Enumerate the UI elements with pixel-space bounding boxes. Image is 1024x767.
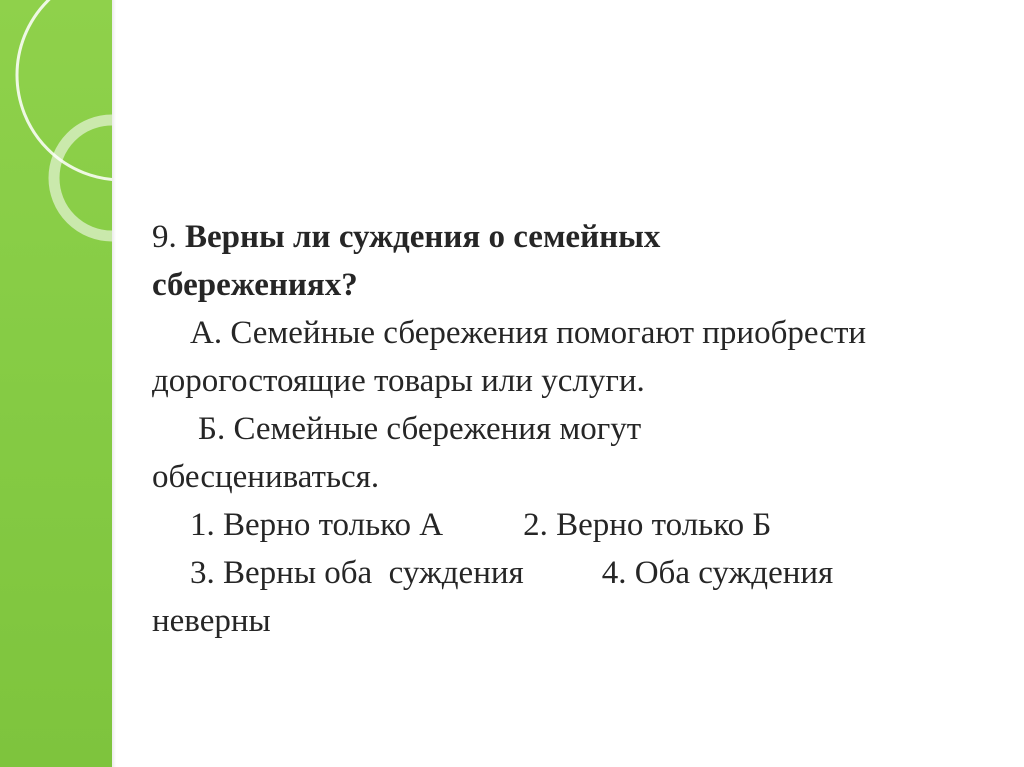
statement-b-line-1: Б. Семейные сбережения могут (198, 411, 642, 447)
question-title-line-1 (152, 213, 1014, 261)
decorative-side-band (0, 0, 112, 767)
statement-a-line-2: дорогостоящие товары или услуги. (152, 363, 645, 399)
answer-option-4: 4. Оба суждения (601, 555, 834, 591)
answer-row-1 (152, 501, 1014, 549)
question-title: Верны ли суждения о семейных (185, 219, 661, 255)
answer-option-2: 2. Верно только Б (523, 507, 772, 543)
answer-option-3: 3. Верны оба суждения (190, 555, 524, 591)
question-title-line-2: сбережениях? (152, 267, 358, 303)
question-block (152, 213, 1014, 645)
statement-a-line-1: А. Семейные сбережения помогают приобрести (190, 315, 867, 351)
side-band-shadow (112, 0, 116, 767)
decorative-circles-icon (0, 0, 112, 767)
answer-option-4-continued: неверны (152, 603, 271, 639)
statement-b-line-2: обесцениваться. (152, 459, 380, 495)
answer-row-2 (152, 549, 1014, 597)
answer-option-1: 1. Верно только А (190, 507, 444, 543)
question-number: 9. (152, 219, 185, 255)
